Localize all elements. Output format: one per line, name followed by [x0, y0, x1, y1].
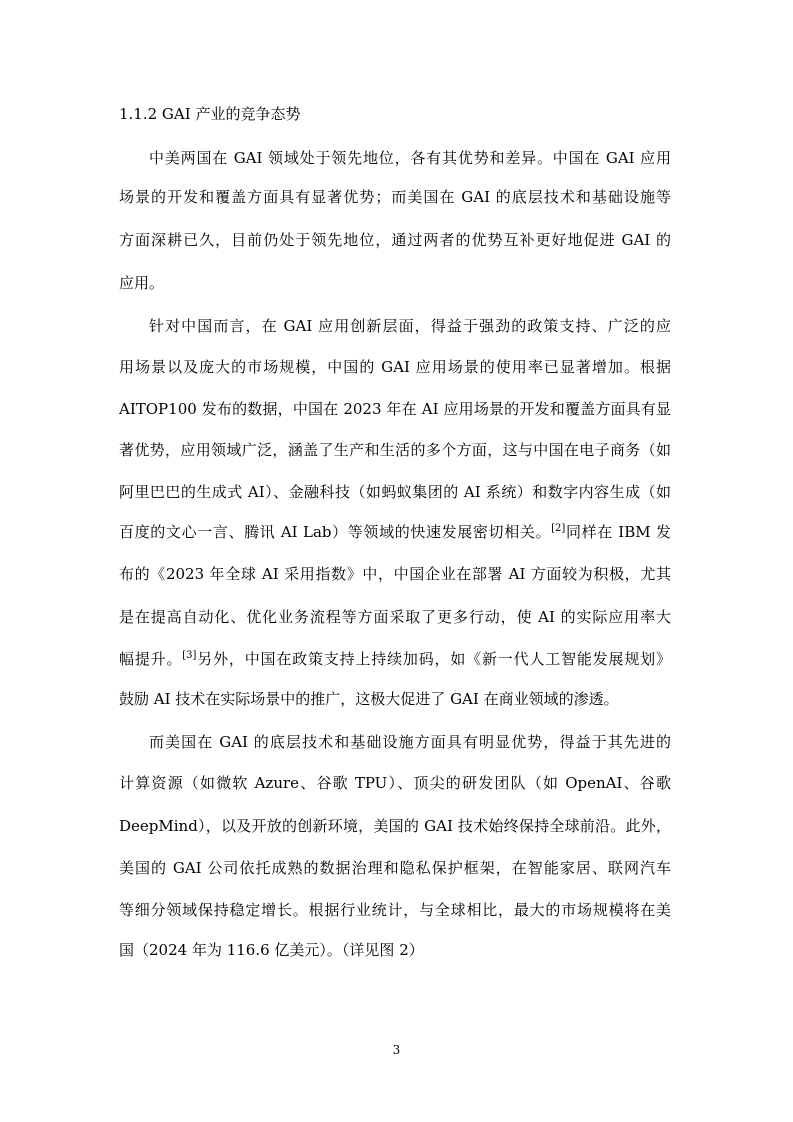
text-line: 国（2024 年为 116.6 亿美元）。（详见图 2） — [119, 941, 424, 959]
text-line-with-citation — [119, 648, 671, 670]
text-line: 用场景以及庞大的市场规模，中国的 GAI 应用场景的使用率已显著增加。根据 — [119, 358, 671, 376]
text-segment: 同样在 IBM 发 — [565, 523, 671, 541]
text-line: 而美国在 GAI 的底层技术和基础设施方面具有明显优势，得益于其先进的 — [149, 733, 671, 751]
text-line: 应用。 — [119, 274, 165, 292]
text-line: 鼓励 AI 技术在实际场景中的推广，这极大促进了 GAI 在商业领域的渗透。 — [119, 690, 619, 708]
text-line: 布的《2023 年全球 AI 采用指数》中，中国企业在部署 AI 方面较为积极，尤其 — [119, 565, 671, 583]
text-line-with-citation — [119, 521, 671, 543]
text-line: 中美两国在 GAI 领域处于领先地位，各有其优势和差异。中国在 GAI 应用 — [149, 149, 671, 167]
text-line: 场景的开发和覆盖方面具有显著优势；而美国在 GAI 的底层技术和基础设施等 — [119, 188, 671, 206]
citation-ref-2[interactable]: [2] — [551, 523, 566, 534]
text-segment: 百度的文心一言、腾讯 AI Lab）等领域的快速发展密切相关。 — [119, 523, 552, 541]
text-line: 阿里巴巴的生成式 AI）、金融科技（如蚂蚁集团的 AI 系统）和数字内容生成（如 — [119, 483, 671, 501]
text-line: AITOP100 发布的数据，中国在 2023 年在 AI 应用场景的开发和覆盖方面具有显 — [119, 400, 671, 418]
text-line: DeepMind），以及开放的创新环境，美国的 GAI 技术始终保持全球前沿。此外， — [119, 817, 671, 835]
text-line: 是在提高自动化、优化业务流程等方面采取了更多行动，使 AI 的实际应用率大 — [119, 608, 671, 626]
text-segment: 另外，中国在政策支持上持续加码，如《新一代人工智能发展规划》 — [196, 650, 671, 668]
text-line: 方面深耕已久，目前仍处于领先地位，通过两者的优势互补更好地促进 GAI 的 — [119, 231, 671, 249]
text-line: 等细分领域保持稳定增长。根据行业统计，与全球相比，最大的市场规模将在美 — [119, 901, 671, 919]
section-heading: 1.1.2 GAI 产业的竞争态势 — [119, 105, 301, 123]
text-segment: 幅提升。 — [119, 650, 183, 668]
text-line: 计算资源（如微软 Azure、谷歌 TPU）、顶尖的研发团队（如 OpenAI、谷歌 — [119, 774, 671, 792]
text-line: 著优势，应用领域广泛，涵盖了生产和生活的多个方面，这与中国在电子商务（如 — [119, 441, 671, 459]
citation-ref-3[interactable]: [3] — [182, 650, 197, 661]
text-line: 美国的 GAI 公司依托成熟的数据治理和隐私保护框架，在智能家居、联网汽车 — [119, 859, 671, 877]
text-line: 针对中国而言，在 GAI 应用创新层面，得益于强劲的政策支持、广泛的应 — [149, 317, 671, 335]
page-number: 3 — [392, 1043, 401, 1057]
